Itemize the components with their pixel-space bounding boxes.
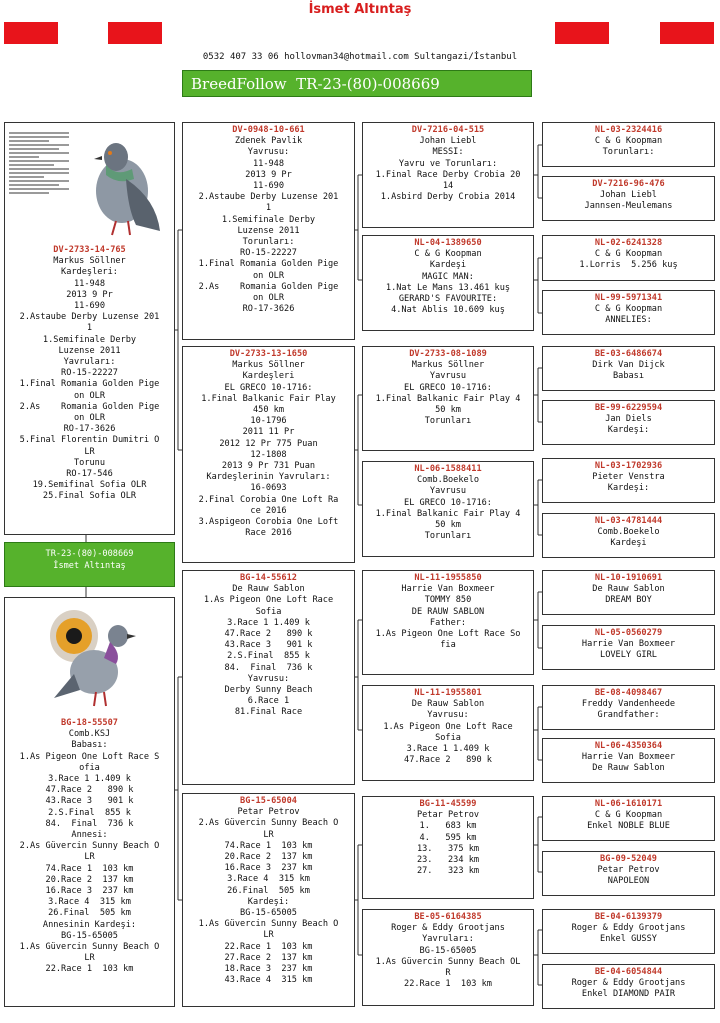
- ring-id: NL-11-1955850: [414, 573, 482, 583]
- ring-id: NL-99-5971341: [594, 293, 663, 303]
- detail-line: Yavruları:: [63, 357, 116, 368]
- detail-line: on OLR: [252, 270, 285, 281]
- detail-line: 2.S.Final 855 k: [227, 651, 310, 662]
- detail-line: 2.As Romania Golden Pige: [19, 401, 160, 412]
- ancestor-card: [542, 796, 715, 841]
- detail-line: Kardeşi:: [247, 896, 290, 907]
- ancestor-card: [542, 964, 715, 1009]
- dam-details: [6, 729, 173, 975]
- detail-line: 1.Semifinale Derby: [221, 214, 316, 225]
- great-grandparent-card: [362, 570, 534, 675]
- ring-id: DV-2733-13-1650: [229, 349, 308, 359]
- detail-line: LR: [84, 953, 95, 964]
- detail-line: 11-690: [73, 301, 106, 312]
- detail-line: Harrie Van Boxmeer: [581, 752, 676, 763]
- detail-line: 1.Final Balkanic Fair Play 4: [375, 508, 521, 519]
- detail-line: Freddy Vandenheede: [581, 699, 676, 710]
- detail-line: Johan Liebl: [600, 190, 657, 201]
- detail-line: Father:: [429, 617, 467, 628]
- detail-line: ofia: [79, 762, 100, 773]
- detail-line: Jannsen-Meulemans: [584, 201, 673, 212]
- detail-line: 1.As Güvercin Sunny Beach O: [198, 919, 339, 930]
- detail-line: 16.Race 3 237 km: [224, 863, 313, 874]
- detail-line: 50 km: [435, 405, 461, 416]
- great-grandparent-card: [362, 122, 534, 228]
- detail-line: Zdenek Pavlik: [234, 136, 303, 147]
- detail-line: LOVELY GIRL: [600, 650, 657, 661]
- ring-id: BE-03-6486674: [594, 349, 663, 359]
- detail-line: 22.Race 1 103 km: [224, 941, 313, 952]
- detail-line: LR: [84, 852, 95, 863]
- detail-line: Jan Diels: [605, 414, 652, 425]
- detail-line: RO-17-3626: [63, 424, 116, 435]
- detail-line: Torunları:: [602, 147, 655, 158]
- ancestor-card: [542, 625, 715, 670]
- detail-line: EL GRECO 10-1716:: [404, 497, 492, 508]
- detail-line: ce 2016: [250, 505, 287, 516]
- detail-line: Kardeşi: [429, 260, 467, 271]
- detail-line: 2.As Güvercin Sunny Beach O: [198, 818, 339, 829]
- ring-id: NL-03-2324416: [594, 125, 663, 135]
- ring-id: BG-14-55612: [240, 573, 297, 583]
- ring-id: NL-06-1610171: [594, 799, 663, 809]
- ancestor-card: [542, 458, 715, 503]
- detail-line: 4.Nat Ablis 10.609 kuş: [391, 305, 505, 316]
- detail-line: Luzense 2011: [237, 225, 300, 236]
- ring-id: BG-15-65004: [240, 796, 297, 806]
- ancestor-card: [542, 346, 715, 391]
- great-grandparent-card: [362, 685, 534, 781]
- detail-line: Torunları:: [242, 237, 295, 248]
- detail-line: 84. Final 736 k: [45, 818, 134, 829]
- detail-line: MESSI:: [432, 147, 464, 158]
- detail-line: Torunları: [424, 416, 472, 427]
- detail-line: 20.Race 2 137 km: [45, 874, 134, 885]
- ring-id: BG-09-52049: [600, 854, 657, 864]
- document-thumbnail: [9, 130, 69, 196]
- detail-line: 47.Race 2 890 k: [224, 629, 313, 640]
- ring-id: BE-04-6054844: [594, 967, 663, 977]
- ring-id: BE-99-6229594: [594, 403, 663, 413]
- detail-line: NAPOLEON: [607, 876, 650, 887]
- detail-line: Torunu: [73, 457, 106, 468]
- sire-details: [6, 256, 173, 502]
- detail-line: 14: [442, 181, 454, 192]
- pigeon-photo-icon: [50, 614, 146, 714]
- detail-line: 3.Race 1 1.409 k: [227, 617, 310, 628]
- detail-line: 4. 595 km: [419, 832, 477, 843]
- detail-line: 26.Final 505 km: [48, 908, 131, 919]
- detail-line: 2.As Güvercin Sunny Beach O: [19, 841, 160, 852]
- detail-line: 1.As Pigeon One Loft Race: [383, 721, 513, 732]
- detail-line: 81.Final Race: [234, 707, 303, 718]
- detail-line: 84. Final 736 k: [224, 662, 313, 673]
- ring-id: NL-06-4350364: [594, 741, 663, 751]
- detail-line: 3.Race 1 1.409 k: [406, 744, 490, 755]
- grandparent-card: [182, 346, 355, 563]
- contact-line: 0532 407 33 06 hollovman34@hotmail.com Sultangazi/İstanbul: [202, 52, 518, 62]
- detail-line: 13. 375 km: [416, 843, 480, 854]
- detail-line: De Rauw Sablon: [411, 699, 485, 710]
- ring-id: BG-11-45599: [419, 799, 477, 809]
- detail-line: 2011 11 Pr: [242, 427, 295, 438]
- detail-line: 20.Race 2 137 km: [224, 852, 313, 863]
- detail-line: 10-1796: [250, 416, 287, 427]
- detail-line: 11-948: [73, 278, 106, 289]
- ring-id: DV-7216-04-515: [411, 125, 485, 135]
- detail-line: 2.S.Final 855 k: [48, 807, 131, 818]
- detail-line: Harrie Van Boxmeer: [401, 584, 495, 595]
- detail-line: on OLR: [73, 413, 106, 424]
- detail-line: LR: [84, 446, 95, 457]
- detail-line: 1. 683 km: [419, 821, 477, 832]
- detail-line: 1.Final Balkanic Fair Play: [201, 393, 336, 404]
- sire-photo-area: [6, 127, 173, 245]
- dam-photo-area: [6, 602, 173, 718]
- detail-line: Sofia: [255, 606, 282, 617]
- detail-line: LR: [263, 930, 274, 941]
- ring-id: BE-05-6164385: [414, 912, 482, 922]
- detail-line: C & G Koopman: [414, 249, 482, 260]
- detail-line: Markus Söllner: [232, 360, 305, 371]
- detail-line: 3.Race 4 315 km: [48, 897, 131, 908]
- ancestor-card: [542, 122, 715, 167]
- detail-line: De Rauw Sablon: [592, 584, 665, 595]
- ancestor-card: [542, 570, 715, 615]
- detail-line: Kardeşi: [610, 538, 647, 549]
- detail-line: BG-15-65005: [61, 930, 118, 941]
- detail-line: MAGIC MAN:: [422, 271, 474, 282]
- ring-id: NL-06-1588411: [414, 464, 482, 474]
- detail-line: 2.Final Corobia One Loft Ra: [198, 494, 339, 505]
- detail-line: Derby Sunny Beach: [224, 685, 313, 696]
- pigeon-photo-icon: [76, 129, 166, 239]
- detail-line: 50 km: [435, 520, 461, 531]
- ancestor-card: [542, 738, 715, 783]
- detail-line: C & G Koopman: [594, 304, 663, 315]
- detail-line: 11-690: [252, 181, 285, 192]
- ancestor-card: [542, 235, 715, 281]
- detail-line: 2.Astaube Derby Luzense 201: [198, 192, 339, 203]
- detail-line: Yavrusu: [429, 371, 467, 382]
- grandparent-card: [182, 570, 355, 785]
- detail-line: EL GRECO 10-1716:: [224, 382, 313, 393]
- detail-line: DE RAUW SABLON: [411, 606, 485, 617]
- subject-owner: İsmet Altıntaş: [53, 561, 126, 571]
- detail-line: 3.Race 4 315 km: [227, 874, 310, 885]
- detail-line: Dirk Van Dijck: [592, 360, 665, 371]
- detail-line: 25.Final Sofia OLR: [42, 491, 137, 502]
- detail-line: 43.Race 4 315 km: [224, 975, 313, 986]
- great-grandparent-card: [362, 461, 534, 557]
- detail-line: Enkel NOBLE BLUE: [587, 821, 670, 832]
- detail-line: RO-15-22227: [61, 368, 118, 379]
- detail-line: 16.Race 3 237 km: [45, 886, 134, 897]
- ancestor-card: [542, 400, 715, 445]
- detail-line: Petar Petrov: [597, 865, 660, 876]
- detail-line: 27.Race 2 137 km: [224, 952, 313, 963]
- detail-line: Grandfather:: [597, 710, 660, 721]
- ring-id: NL-04-1389650: [414, 238, 482, 248]
- detail-line: GERARD'S FAVOURITE:: [398, 294, 498, 305]
- detail-line: Kardeşi:: [607, 483, 650, 494]
- ring-id: NL-05-0560279: [594, 628, 663, 638]
- detail-line: 2013 9 Pr 731 Puan: [221, 461, 316, 472]
- detail-line: 26.Final 505 km: [227, 885, 310, 896]
- detail-line: 1.Lorris 5.256 kuş: [579, 260, 678, 271]
- detail-line: Roger & Eddy Grootjans: [391, 923, 505, 934]
- detail-line: 2013 9 Pr: [245, 169, 292, 180]
- detail-line: Luzense 2011: [58, 345, 121, 356]
- ancestor-card: [542, 685, 715, 730]
- detail-line: 1.As Pigeon One Loft Race So: [375, 629, 521, 640]
- detail-line: Kardeşleri:: [61, 267, 118, 278]
- detail-line: C & G Koopman: [594, 810, 663, 821]
- detail-line: 2.Astaube Derby Luzense 201: [19, 312, 160, 323]
- detail-line: Yavru ve Torunları:: [398, 158, 498, 169]
- detail-line: 2012 12 Pr 775 Puan: [219, 438, 318, 449]
- ring-id: NL-02-6241328: [594, 238, 663, 248]
- detail-line: Kardeşi:: [607, 425, 650, 436]
- sire-card: [4, 122, 175, 535]
- detail-line: 1.As Pigeon One Loft Race: [203, 595, 334, 606]
- detail-line: 1: [86, 323, 93, 334]
- ancestor-card: [542, 513, 715, 558]
- detail-line: 1.Final Romania Golden Pige: [19, 379, 160, 390]
- detail-line: ANNELIES:: [605, 315, 652, 326]
- detail-line: Markus Söllner: [411, 360, 485, 371]
- detail-line: 23. 234 km: [416, 855, 480, 866]
- detail-line: DREAM BOY: [605, 595, 652, 606]
- detail-line: 2013 9 Pr: [66, 289, 113, 300]
- ring-id: NL-10-1910691: [594, 573, 663, 583]
- detail-line: 74.Race 1 103 km: [45, 863, 134, 874]
- detail-line: Yavrusu:: [427, 710, 469, 721]
- ring-id: NL-03-1702936: [594, 461, 663, 471]
- detail-line: R: [445, 968, 451, 979]
- great-grandparent-card: [362, 346, 534, 451]
- detail-line: Comb.KSJ: [68, 729, 111, 740]
- detail-line: 1.Final Romania Golden Pige: [198, 259, 339, 270]
- detail-line: Kardeşleri: [242, 371, 295, 382]
- detail-line: 3.Aspigeon Corobia One Loft: [198, 517, 339, 528]
- detail-line: 43.Race 3 901 k: [45, 796, 134, 807]
- detail-line: Babası: [612, 371, 645, 382]
- detail-line: Sofia: [435, 732, 461, 743]
- detail-line: 450 km: [252, 405, 285, 416]
- dam-ring-id: BG-18-55507: [61, 718, 118, 728]
- great-grandparent-card: [362, 235, 534, 331]
- detail-line: RO-15-22227: [240, 248, 297, 259]
- detail-line: LR: [263, 829, 274, 840]
- ring-id: BE-08-4098467: [594, 688, 663, 698]
- detail-line: 1.As Güvercin Sunny Beach O: [19, 942, 160, 953]
- detail-line: 1.Semifinale Derby: [42, 334, 137, 345]
- detail-line: Petar Petrov: [416, 810, 480, 821]
- ancestor-card: [542, 851, 715, 896]
- detail-line: Johan Liebl: [419, 136, 477, 147]
- detail-line: 11-948: [252, 158, 285, 169]
- detail-line: Comb.Boekelo: [416, 475, 480, 486]
- detail-line: Markus Söllner: [53, 256, 126, 267]
- detail-line: Enkel DIAMOND PAIR: [581, 989, 676, 1000]
- detail-line: 5.Final Florentin Dumitri O: [19, 435, 160, 446]
- detail-line: TOMMY 850: [424, 595, 472, 606]
- detail-line: Yavrusu:: [247, 673, 290, 684]
- detail-line: Petar Petrov: [237, 807, 300, 818]
- detail-line: 18.Race 3 237 km: [224, 964, 313, 975]
- breedfollow-banner: BreedFollow TR-23-(80)-008669: [182, 70, 532, 97]
- detail-line: De Rauw Sablon: [592, 763, 665, 774]
- detail-line: Annesinin Kardeşi:: [42, 919, 137, 930]
- detail-line: Pieter Venstra: [592, 472, 665, 483]
- grandparent-card: [182, 793, 355, 1007]
- ancestor-card: [542, 176, 715, 221]
- ring-id: NL-03-4781444: [594, 516, 663, 526]
- detail-line: 3.Race 1 1.409 k: [48, 774, 131, 785]
- detail-line: 12-1808: [250, 449, 287, 460]
- detail-line: BG-15-65005: [240, 908, 297, 919]
- detail-line: Yavruları:: [422, 934, 474, 945]
- detail-line: Race 2016: [245, 528, 292, 539]
- detail-line: 22.Race 1 103 km: [404, 979, 492, 990]
- detail-line: Kardeşlerinin Yavruları:: [206, 472, 331, 483]
- breeder-name-title: İsmet Altıntaş: [308, 2, 412, 17]
- detail-line: BG-15-65005: [419, 945, 477, 956]
- grandparent-card: [182, 122, 355, 340]
- detail-line: C & G Koopman: [594, 136, 663, 147]
- detail-line: 19.Semifinal Sofia OLR: [32, 480, 147, 491]
- detail-line: 1.Final Race Derby Crobia 20: [375, 169, 521, 180]
- detail-line: Roger & Eddy Grootjans: [571, 978, 686, 989]
- ring-id: NL-11-1955801: [414, 688, 482, 698]
- detail-line: on OLR: [73, 390, 106, 401]
- detail-line: 1.As Pigeon One Loft Race S: [19, 751, 160, 762]
- detail-line: Annesi:: [71, 830, 108, 841]
- detail-line: 22.Race 1 103 km: [45, 964, 134, 975]
- detail-line: 47.Race 2 890 k: [45, 785, 134, 796]
- detail-line: 1.Asbird Derby Crobia 2014: [380, 192, 516, 203]
- detail-line: 2.As Romania Golden Pige: [198, 281, 339, 292]
- detail-line: 1.Nat Le Mans 13.461 kuş: [385, 282, 511, 293]
- ring-id: BE-04-6139379: [594, 912, 663, 922]
- detail-line: RO-17-3626: [242, 304, 295, 315]
- detail-line: 1.As Güvercin Sunny Beach OL: [375, 956, 521, 967]
- detail-line: RO-17-546: [66, 469, 113, 480]
- sire-ring-id: DV-2733-14-765: [53, 245, 126, 255]
- detail-line: 1: [265, 203, 272, 214]
- detail-line: 43.Race 3 901 k: [224, 640, 313, 651]
- great-grandparent-card: [362, 909, 534, 1006]
- detail-line: 1.Final Balkanic Fair Play 4: [375, 393, 521, 404]
- detail-line: Comb.Boekelo: [597, 527, 660, 538]
- detail-line: Roger & Eddy Grootjans: [571, 923, 686, 934]
- ring-id: DV-7216-96-476: [592, 179, 665, 189]
- detail-line: C & G Koopman: [594, 249, 663, 260]
- ring-id: DV-2733-08-1089: [409, 349, 487, 359]
- subject-card: [4, 542, 175, 587]
- detail-line: Yavrusu:: [247, 147, 290, 158]
- ancestor-card: [542, 909, 715, 954]
- detail-line: Babası:: [71, 740, 108, 751]
- detail-line: Harrie Van Boxmeer: [581, 639, 676, 650]
- detail-line: on OLR: [252, 293, 285, 304]
- dam-card: [4, 597, 175, 1007]
- detail-line: 16-0693: [250, 483, 287, 494]
- detail-line: Torunları: [424, 531, 472, 542]
- ring-id: DV-0948-10-661: [232, 125, 305, 135]
- subject-ring: TR-23-(80)-008669: [45, 549, 134, 559]
- detail-line: fia: [440, 640, 456, 651]
- detail-line: 27. 323 km: [416, 866, 480, 877]
- detail-line: 74.Race 1 103 km: [224, 840, 313, 851]
- great-grandparent-card: [362, 796, 534, 899]
- detail-line: 6.Race 1: [247, 696, 290, 707]
- detail-line: De Rauw Sablon: [232, 584, 305, 595]
- detail-line: Enkel GUSSY: [600, 934, 657, 945]
- detail-line: EL GRECO 10-1716:: [404, 382, 492, 393]
- ancestor-card: [542, 290, 715, 335]
- detail-line: 47.Race 2 890 k: [404, 755, 492, 766]
- detail-line: Yavrusu: [429, 486, 467, 497]
